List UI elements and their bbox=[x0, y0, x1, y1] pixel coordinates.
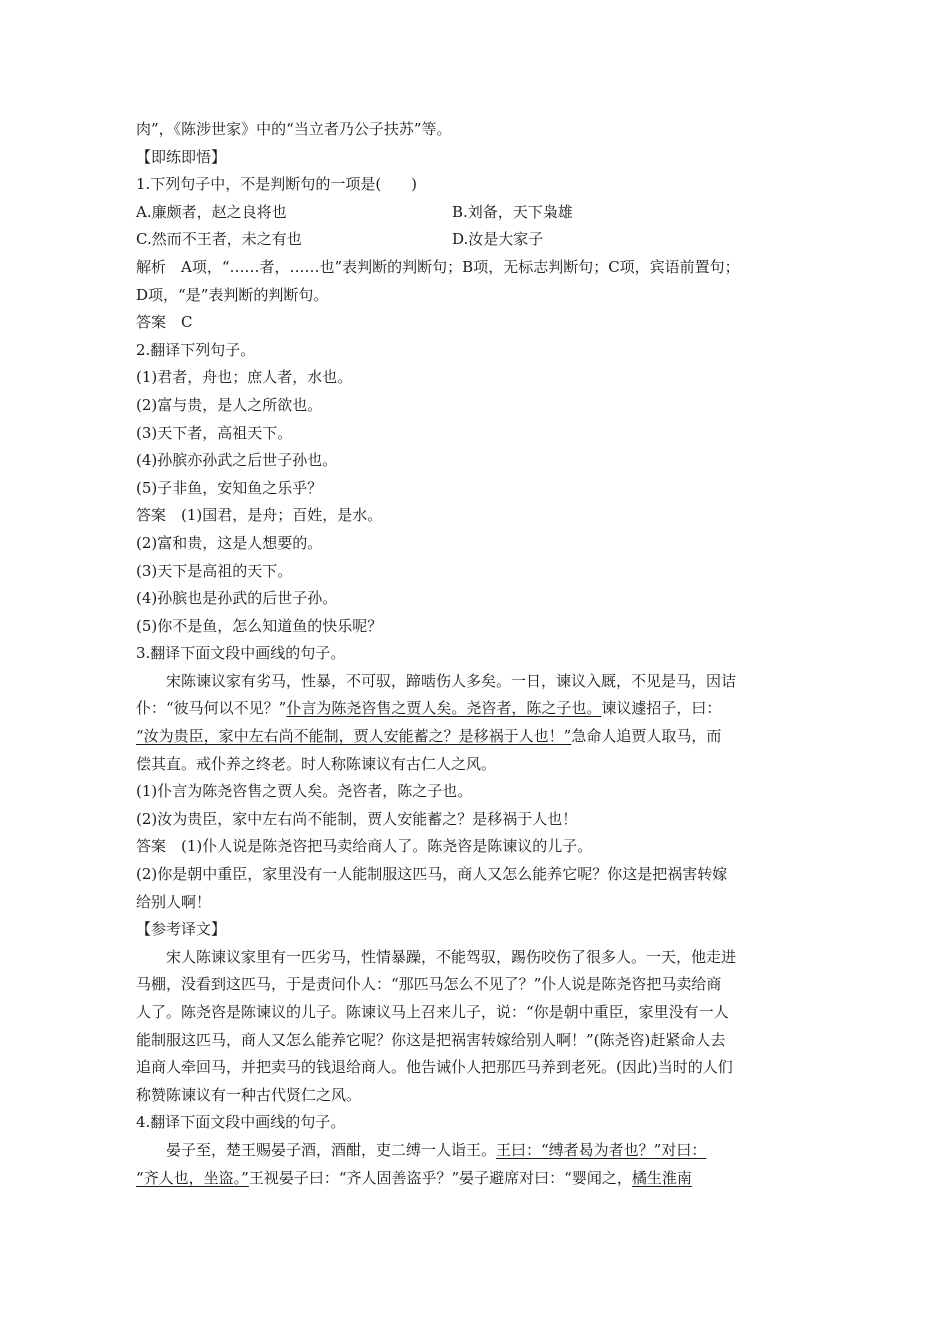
q3-answer-1: 答案 (1)仆人说是陈尧咨把马卖给商人了。陈尧咨是陈谏议的儿子。 bbox=[136, 837, 593, 856]
reference-translation-line: 称赞陈谏议有一种古代贤仁之风。 bbox=[136, 1085, 362, 1104]
q1-stem: 1.下列句子中，不是判断句的一项是( ) bbox=[136, 175, 418, 194]
q3-underlined-sentence-2: “汝为贵臣，家中左右尚不能制，贾人安能蓄之？是移祸于人也！” bbox=[136, 727, 572, 746]
q4-underlined-sentence-1: 王曰：“缚者曷为者也？”对曰： bbox=[496, 1140, 707, 1159]
q3-passage-line-2 bbox=[136, 695, 816, 723]
q1-option-c: C.然而不王者，未之有也 bbox=[136, 230, 302, 249]
document-page bbox=[136, 116, 816, 1192]
q4-passage-text: 晏子至，楚王赐晏子酒，酒酣，吏二缚一人诣王。 bbox=[166, 1140, 497, 1159]
q2-answer: (3)天下是高祖的天下。 bbox=[136, 561, 293, 580]
q4-underlined-sentence-1-cont: “齐人也，坐盗。” bbox=[136, 1168, 249, 1187]
reference-translation-line: 马棚，没看到这匹马，于是责问仆人：“那匹马怎么不见了？”仆人说是陈尧咨把马卖给商 bbox=[136, 975, 722, 994]
q4-passage-text: 王视晏子曰：“齐人固善盗乎？”晏子避席对曰：“婴闻之， bbox=[248, 1168, 632, 1187]
q4-passage-line-1 bbox=[136, 1137, 816, 1165]
q1-analysis-line-2: D项，“是”表判断的判断句。 bbox=[136, 285, 329, 304]
q3-passage-text: 谏议遽招子，曰： bbox=[601, 699, 722, 718]
q2-item: (2)富与贵，是人之所欲也。 bbox=[136, 395, 323, 414]
q3-passage-line-1: 宋陈谏议家有劣马，性暴，不可驭，蹄啮伤人多矣。一日，谏议入厩，不见是马，因诘 bbox=[166, 671, 737, 690]
section-heading-practice: 【即练即悟】 bbox=[136, 147, 227, 166]
q1-options-row-1 bbox=[136, 199, 816, 227]
q2-answer: 答案 (1)国君，是舟；百姓，是水。 bbox=[136, 506, 383, 525]
q3-passage-text: 急命人追贾人取马，而 bbox=[571, 727, 722, 746]
q1-answer: 答案 C bbox=[136, 313, 193, 332]
reference-translation-line: 人了。陈尧咨是陈谏议的儿子。陈谏议马上召来儿子，说：“你是朝中重臣，家里没有一人 bbox=[136, 1003, 729, 1021]
q3-passage-line-3 bbox=[136, 723, 816, 751]
q3-sentence-2: (2)汝为贵臣，家中左右尚不能制，贾人安能蓄之？是移祸于人也！ bbox=[136, 809, 578, 828]
q3-sentence-1: (1)仆言为陈尧咨售之贾人矣。尧咨者，陈之子也。 bbox=[136, 782, 473, 801]
q2-item: (1)君者，舟也；庶人者，水也。 bbox=[136, 368, 353, 387]
q2-answer: (2)富和贵，这是人想要的。 bbox=[136, 533, 323, 552]
q3-passage-text: 仆：“彼马何以不见？” bbox=[136, 699, 287, 718]
q2-item: (4)孙膑亦孙武之后世子孙也。 bbox=[136, 451, 338, 470]
reference-translation-line: 宋人陈谏议家里有一匹劣马，性情暴躁，不能驾驭，踢伤咬伤了很多人。一天，他走进 bbox=[166, 947, 737, 966]
q1-option-b: B.刘备，天下枭雄 bbox=[452, 202, 573, 221]
q3-underlined-sentence-1: 仆言为陈尧咨售之贾人矣。尧咨者，陈之子也。 bbox=[286, 699, 602, 718]
intro-line: 肉”，《陈涉世家》中的“当立者乃公子扶苏”等。 bbox=[136, 120, 452, 138]
q2-stem: 2.翻译下列句子。 bbox=[136, 340, 256, 359]
q2-answer: (5)你不是鱼，怎么知道鱼的快乐呢？ bbox=[136, 616, 383, 635]
q1-option-a: A.廉颇者，赵之良将也 bbox=[136, 202, 287, 221]
q3-answer-2-line-1: (2)你是朝中重臣，家里没有一人能制服这匹马，商人又怎么能养它呢？你这是把祸害转嫁 bbox=[136, 865, 728, 884]
q4-stem: 4.翻译下面文段中画线的句子。 bbox=[136, 1113, 346, 1132]
q2-item: (3)天下者，高祖天下。 bbox=[136, 423, 293, 442]
q2-item: (5)子非鱼，安知鱼之乐乎？ bbox=[136, 478, 323, 497]
q3-answer-2-line-2: 给别人啊！ bbox=[136, 892, 212, 911]
section-heading-reference-translation: 【参考译文】 bbox=[136, 920, 227, 939]
reference-translation-line: 能制服这匹马，商人又怎么能养它呢？你这是把祸害转嫁给别人啊！”(陈尧咨)赶紧命人去 bbox=[136, 1030, 726, 1049]
q1-options-row-2 bbox=[136, 226, 816, 254]
q4-passage-line-2 bbox=[136, 1165, 816, 1193]
q3-passage-line-4: 偿其直。戒仆养之终老。时人称陈谏议有古仁人之风。 bbox=[136, 754, 497, 773]
q2-answer: (4)孙膑也是孙武的后世子孙。 bbox=[136, 589, 338, 608]
q1-analysis-line-1: 解析 A项，“……者，……也”表判断的判断句；B项，无标志判断句；C项，宾语前置句； bbox=[136, 257, 740, 276]
q3-stem: 3.翻译下面文段中画线的句子。 bbox=[136, 644, 346, 663]
reference-translation-line: 追商人牵回马，并把卖马的钱退给商人。他告诫仆人把那匹马养到老死。(因此)当时的人们 bbox=[136, 1058, 733, 1077]
q4-underlined-sentence-2: 橘生淮南 bbox=[631, 1168, 692, 1187]
q1-option-d: D.汝是大家子 bbox=[452, 230, 544, 249]
